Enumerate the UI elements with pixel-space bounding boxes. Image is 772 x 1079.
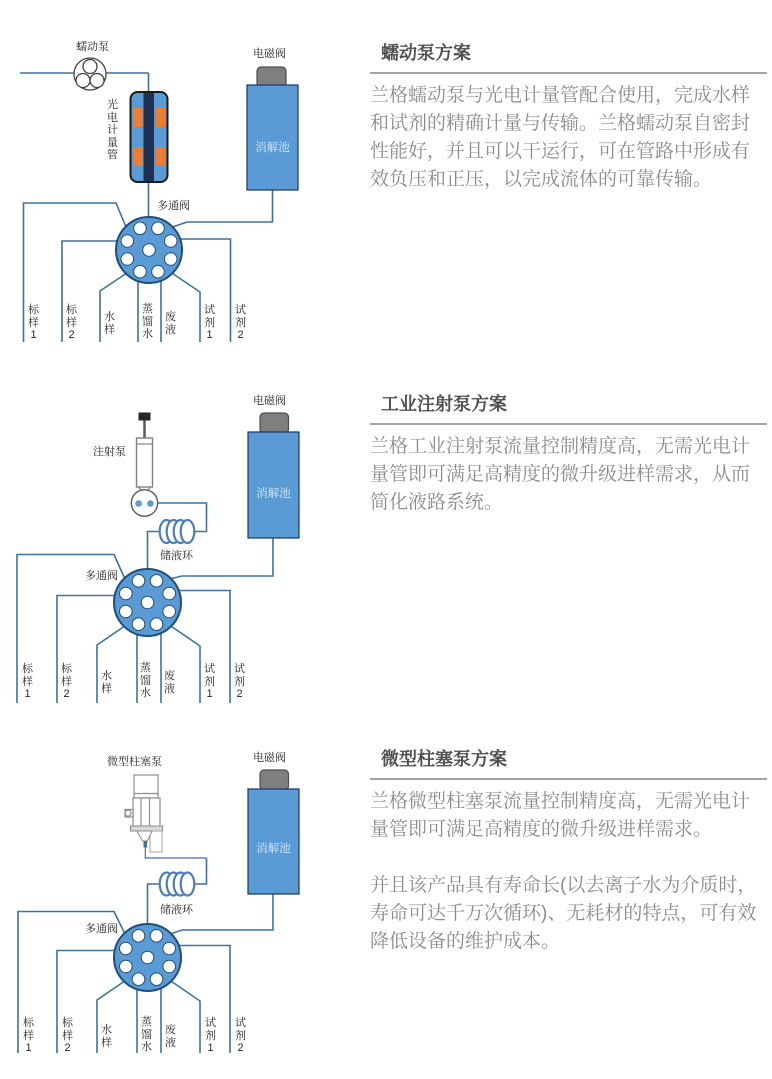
port-label-reagent2: 试剂2	[235, 1017, 246, 1054]
port-label-distilled-water: 蒸馏水	[140, 662, 151, 699]
port-label-waste: 废液	[164, 670, 175, 695]
multiport-valve-icon	[114, 569, 181, 636]
multiport-valve-icon	[114, 924, 181, 991]
port-label-distilled-water: 蒸馏水	[141, 1016, 152, 1053]
multiport-valve-icon	[116, 217, 182, 283]
metering-tube-label: 光电计量管	[107, 99, 118, 161]
digestion-tank-icon	[247, 67, 298, 190]
port-label-std1: 标样1	[28, 304, 39, 341]
port-label-std1: 标样1	[22, 663, 33, 700]
storage-loop-label: 储液环	[160, 904, 193, 916]
section-paragraph: 兰格蠕动泵与光电计量管配合使用，完成水样和试剂的精确计量与传输。兰格蠕动泵自密封性能好，并且可以干运行，可在管路中形成有效负压和正压，以完成流体的可靠传输。	[370, 85, 751, 190]
multiport-valve-label: 多通阀	[85, 570, 118, 582]
title-rule	[370, 423, 767, 425]
digestion-tank-label: 消解池	[256, 488, 291, 500]
port-label-reagent1: 试剂1	[204, 304, 215, 341]
pump-label: 注射泵	[93, 446, 126, 458]
storage-loop-icon	[160, 520, 195, 543]
section-title: 工业注射泵方案	[381, 394, 507, 414]
port-label-reagent2: 试剂2	[235, 304, 246, 341]
digestion-tank-icon	[248, 770, 299, 894]
multiport-valve-label: 多通阀	[157, 200, 190, 212]
port-label-waste: 废液	[165, 1024, 176, 1049]
digestion-tank-icon	[248, 413, 299, 538]
port-label-reagent2: 试剂2	[234, 663, 245, 700]
port-label-std2: 标样2	[66, 304, 77, 341]
port-label-water-sample: 水样	[101, 1024, 112, 1049]
digestion-tank-label: 消解池	[256, 843, 291, 855]
plunger-pump-icon	[125, 775, 163, 852]
metering-tube-icon	[131, 92, 168, 182]
section-title: 微型柱塞泵方案	[381, 749, 507, 769]
port-label-water-sample: 水样	[101, 670, 112, 695]
pump-label: 蠕动泵	[76, 41, 109, 53]
syringe-text-panel	[370, 394, 767, 517]
port-label-std1: 标样1	[23, 1017, 34, 1054]
port-label-distilled-water: 蒸馏水	[142, 303, 153, 340]
section-paragraph: 并且该产品具有寿命长(以去离子水为介质时，寿命可达千万次循环)、无耗材的特点，可有效降低设备的维护成本。	[370, 875, 757, 952]
storage-loop-icon	[160, 873, 195, 896]
port-label-std2: 标样2	[61, 663, 72, 700]
syringe-pump-icon	[131, 413, 157, 517]
title-rule	[370, 72, 767, 74]
plunger-text-panel	[370, 749, 767, 956]
peristaltic-text-panel	[370, 43, 767, 194]
solenoid-valve-label: 电磁阀	[253, 395, 286, 407]
pump-label: 微型柱塞泵	[107, 756, 162, 768]
port-label-std2: 标样2	[62, 1017, 73, 1054]
port-label-water-sample: 水样	[104, 311, 115, 336]
section-title: 蠕动泵方案	[381, 43, 471, 63]
multiport-valve-label: 多通阀	[85, 923, 118, 935]
peristaltic-pump-icon	[74, 58, 106, 90]
port-label-reagent1: 试剂1	[205, 1017, 216, 1054]
section-paragraph: 兰格微型柱塞泵流量控制精度高，无需光电计量管即可满足高精度的微升级进样需求。	[370, 791, 751, 840]
digestion-tank-label: 消解池	[255, 142, 290, 154]
section-paragraph: 兰格工业注射泵流量控制精度高，无需光电计量管即可满足高精度的微升级进样需求，从而简化液路系统。	[370, 436, 751, 513]
title-rule	[370, 778, 767, 780]
port-label-reagent1: 试剂1	[204, 663, 215, 700]
solenoid-valve-label: 电磁阀	[253, 752, 286, 764]
storage-loop-label: 储液环	[160, 550, 193, 562]
peristaltic-diagram	[0, 30, 360, 360]
port-label-waste: 废液	[165, 311, 176, 336]
solenoid-valve-label: 电磁阀	[253, 48, 286, 60]
